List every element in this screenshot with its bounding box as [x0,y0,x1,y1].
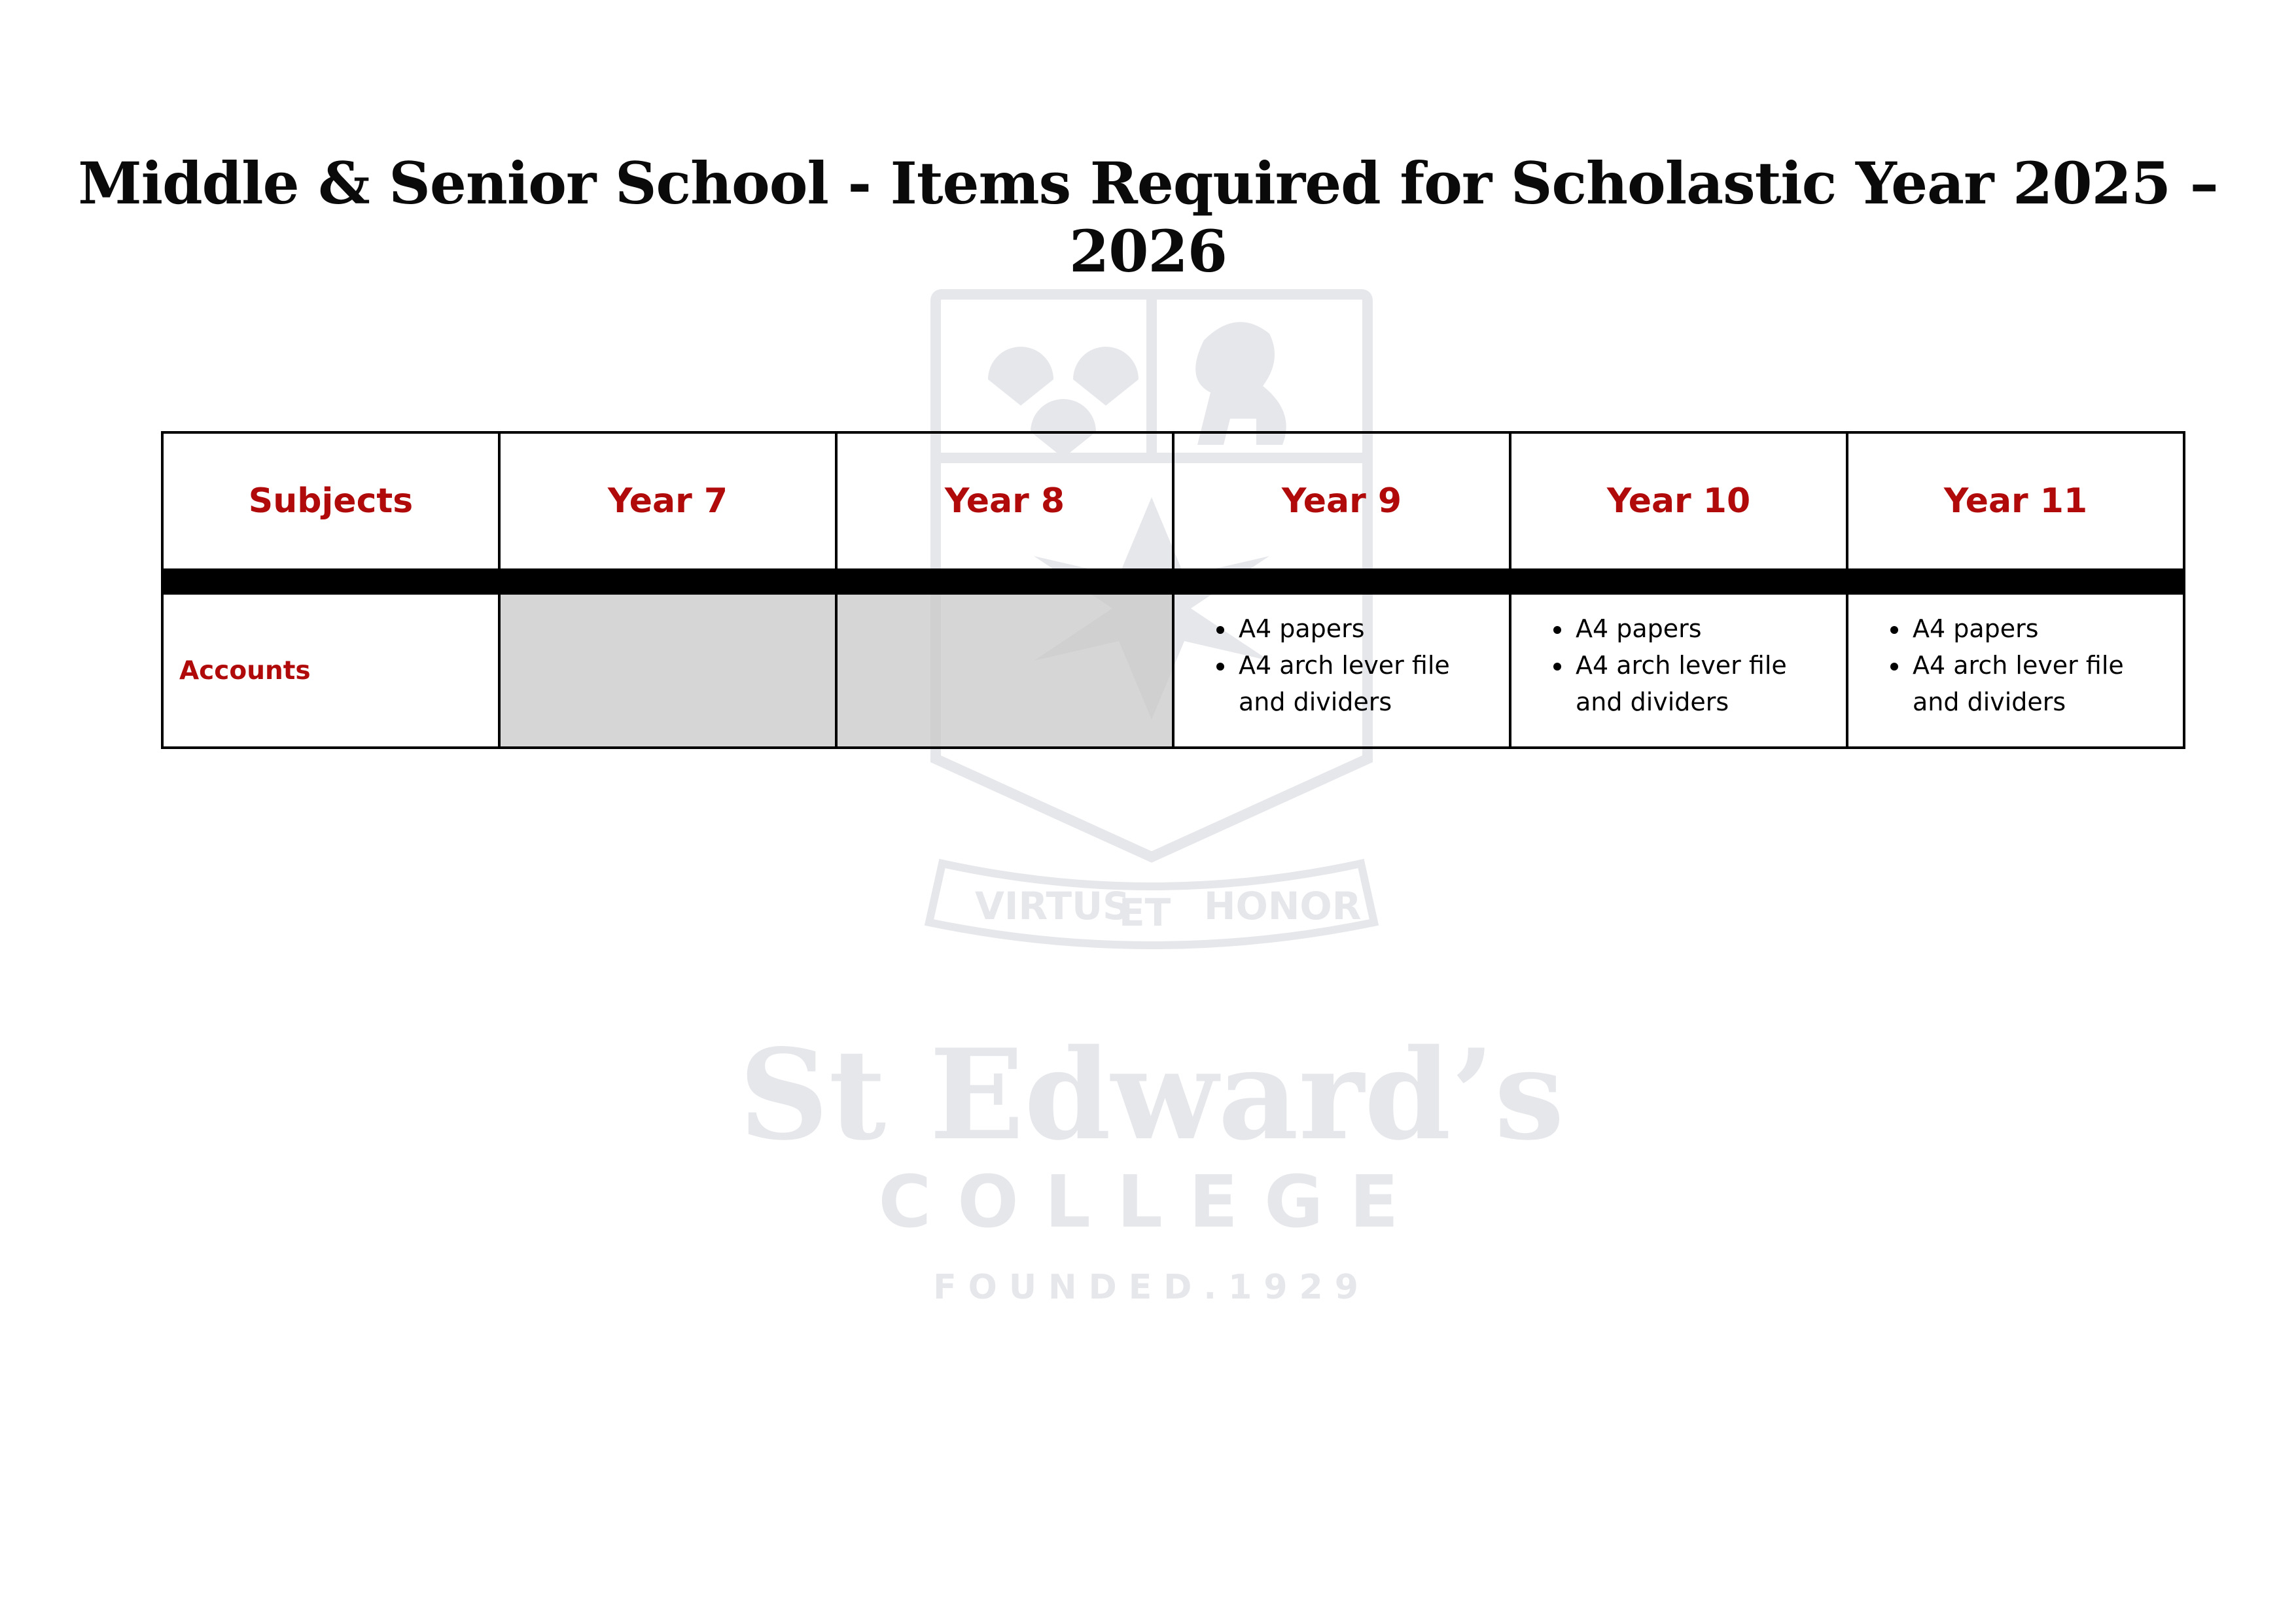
watermark-motto-2: ET [1119,890,1171,935]
list-item: • A4 papers [1573,610,1835,647]
watermark-subtitle: COLLEGE [878,1160,1425,1244]
header-year-10: Year 10 [1510,432,1847,570]
year-10-item-list [1511,610,1835,720]
watermark-founded: FOUNDED.1929 [933,1268,1370,1307]
watermark-name: St Edward’s [739,1022,1564,1168]
header-year-11: Year 11 [1847,432,2184,570]
list-item: • A4 arch lever file and dividers [1910,647,2172,720]
header-year-7: Year 7 [499,432,836,570]
header-year-9: Year 9 [1173,432,1510,570]
table-header-row [162,432,2184,570]
items-table-wrapper [161,431,2185,749]
year-11-item-list [1848,610,2172,720]
watermark-motto-3: HONOR [1204,884,1362,928]
header-subjects: Subjects [162,432,499,570]
separator-bar [162,570,2184,593]
list-item: • A4 papers [1910,610,2172,647]
items-table [161,431,2185,749]
year-9-cell [1173,593,1510,748]
year-9-item-list [1174,610,1498,720]
table-row [162,593,2184,748]
subject-cell: Accounts [162,593,499,748]
list-item: • A4 papers [1236,610,1498,647]
watermark-motto-1: VIRTUS [975,884,1130,928]
year-11-cell [1847,593,2184,748]
header-separator [162,570,2184,593]
year-10-cell [1510,593,1847,748]
list-item: • A4 arch lever file and dividers [1573,647,1835,720]
year-7-cell-not-applicable [499,593,836,748]
year-8-cell-not-applicable [836,593,1173,748]
page-title: Middle & Senior School - Items Required for Scholastic Year 2025 – 2026 [78,149,2218,285]
header-year-8: Year 8 [836,432,1173,570]
list-item: • A4 arch lever file and dividers [1236,647,1498,720]
